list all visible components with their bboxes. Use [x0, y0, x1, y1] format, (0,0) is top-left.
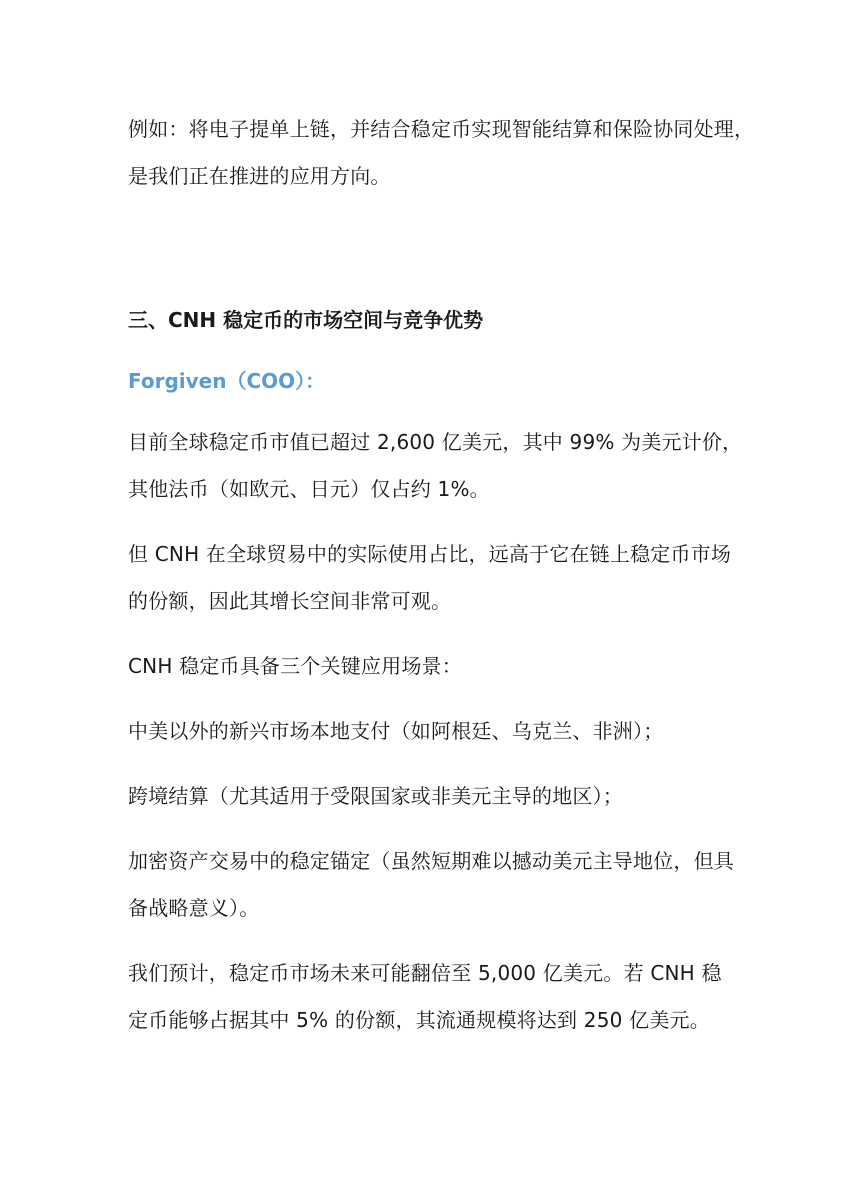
paragraph-line: 加密资产交易中的稳定锚定（虽然短期难以撼动美元主导地位，但具: [128, 849, 734, 873]
paragraph-forecast: [128, 950, 728, 1044]
paragraph-use-cases-intro: [128, 643, 728, 690]
paragraph-example: [128, 106, 755, 200]
paragraph-line: 定币能够占据其中 5% 的份额，其流通规模将达到 250 亿美元。: [128, 1008, 710, 1032]
paragraph-line: 是我们正在推进的应用方向。: [128, 164, 391, 188]
paragraph-market-cap: [128, 419, 743, 513]
paragraph-line: 的份额，因此其增长空间非常可观。: [128, 589, 452, 613]
paragraph-line: CNH 稳定币具备三个关键应用场景：: [128, 654, 462, 678]
section-heading: 三、CNH 稳定币的市场空间与竞争优势: [128, 308, 484, 332]
heading-spacer: [128, 344, 728, 358]
paragraph-cnh-share: [128, 531, 732, 625]
paragraph-use-case-crypto: [128, 838, 734, 932]
paragraph-line: 但 CNH 在全球贸易中的实际使用占比，远高于它在链上稳定币市场: [128, 542, 732, 566]
paragraph-use-case-settlement: [128, 773, 728, 820]
speaker-label: Forgiven（COO）：: [128, 369, 326, 393]
paragraph-line: 其他法币（如欧元、日元）仅占约 1%。: [128, 477, 490, 501]
paragraph-line: 我们预计，稳定币市场未来可能翻倍至 5,000 亿美元。若 CNH 稳: [128, 961, 722, 985]
paragraph-line: 例如：将电子提单上链，并结合稳定币实现智能结算和保险协同处理，: [128, 117, 755, 141]
paragraph-use-case-payments: [128, 708, 728, 755]
document-body: [128, 106, 755, 1062]
paragraph-line: 跨境结算（尤其适用于受限国家或非美元主导的地区）；: [128, 784, 623, 808]
speaker-spacer: [128, 405, 728, 419]
paragraph-line: 目前全球稳定币市值已超过 2,600 亿美元，其中 99% 为美元计价，: [128, 430, 743, 454]
paragraph-line: 备战略意义）。: [128, 896, 260, 920]
paragraph-line: 中美以外的新兴市场本地支付（如阿根廷、乌克兰、非洲）；: [128, 719, 664, 743]
section-spacer: [128, 218, 728, 297]
